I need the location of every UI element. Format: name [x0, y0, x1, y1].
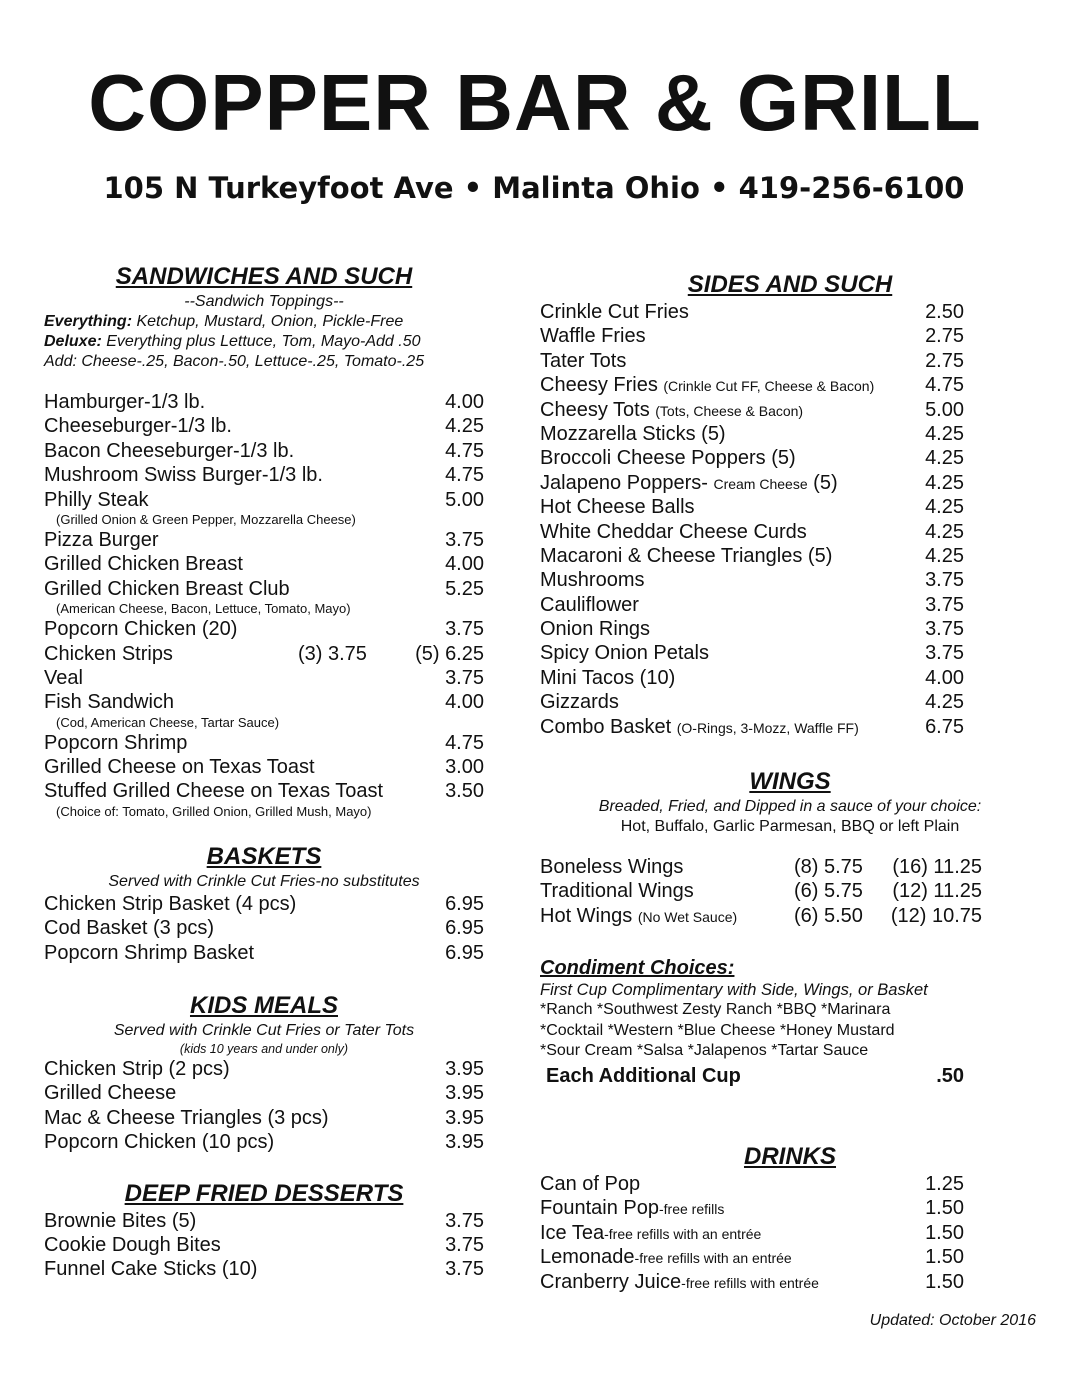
item-name-text: Broccoli Cheese Poppers (5) [540, 447, 796, 470]
menu-item-price: (16) 11.25 [892, 856, 982, 879]
menu-item-name [540, 520, 807, 544]
item-name-text: Grilled Cheese [44, 1082, 177, 1105]
item-name-text: Popcorn Chicken (10 pcs) [44, 1131, 275, 1154]
item-description: -free refills with an entrée [604, 1225, 762, 1242]
item-description: (Tots, Cheese & Bacon) [655, 402, 804, 419]
restaurant-address: 105 N Turkeyfoot Ave • Malinta Ohio • 419-256-6100 [103, 171, 965, 205]
menu-item-price: 4.25 [925, 471, 964, 494]
item-name-text: Grilled Chicken Breast Club [44, 577, 290, 600]
menu-item [44, 439, 484, 463]
item-name-text: Hamburger-1/3 lb. [44, 391, 206, 413]
menu-item [44, 1233, 484, 1257]
item-name-text: Mushroom Swiss Burger-1/3 lb. [44, 464, 323, 487]
menu-item [44, 552, 484, 576]
menu-item [540, 855, 982, 879]
menu-item [44, 892, 484, 916]
menu-item-name [44, 666, 83, 690]
menu-item-name [44, 731, 187, 755]
menu-item [44, 617, 484, 641]
menu-item-note: (Grilled Onion & Green Pepper, Mozzarella Cheese) [56, 511, 356, 527]
menu-item [540, 300, 964, 324]
menu-item-price: 3.75 [445, 528, 484, 551]
item-description: Cream Cheese [713, 475, 808, 492]
item-name-text: Pizza Burger [44, 528, 159, 551]
menu-item-price: 6.95 [445, 917, 484, 940]
item-name-text: Hot Cheese Balls [540, 496, 695, 519]
menu-item [540, 495, 964, 519]
menu-item-price: 3.75 [445, 618, 484, 641]
menu-item-price: 2.75 [925, 349, 964, 372]
menu-item [540, 520, 964, 544]
baskets-note: Served with Crinkle Cut Fries-no substitutes [108, 872, 420, 890]
wings-list [540, 855, 982, 928]
item-name-text: Traditional Wings [540, 880, 694, 903]
sides-list [540, 300, 964, 739]
menu-item-price: 5.25 [445, 577, 484, 600]
menu-item [540, 1245, 964, 1269]
menu-item-name [44, 1209, 196, 1233]
menu-item-name [44, 642, 173, 666]
deluxe-label: Deluxe: [44, 333, 102, 350]
item-name-text: Fish Sandwich [44, 691, 175, 714]
item-name-text: Mozzarella Sticks (5) [540, 422, 726, 445]
item-name-text: Bacon Cheeseburger-1/3 lb. [44, 439, 295, 462]
menu-item-price: (5) 6.25 [415, 642, 484, 665]
menu-item [44, 528, 484, 552]
item-name-text: Popcorn Shrimp Basket [44, 941, 255, 964]
wings-note-1: Breaded, Fried, and Dipped in a sauce of your choice: [598, 798, 982, 816]
menu-item [540, 641, 964, 665]
menu-item [540, 617, 964, 641]
menu-item [44, 666, 484, 690]
item-name-text: Grilled Chicken Breast [44, 553, 243, 576]
item-name-text: Chicken Strip (2 pcs) [44, 1058, 230, 1081]
menu-item [540, 544, 964, 568]
section-title-sides: SIDES AND SUCH [687, 271, 893, 298]
menu-item [44, 731, 484, 755]
item-name-text: Combo Basket [540, 715, 672, 738]
condiments-extra-row [540, 1064, 964, 1088]
menu-item-price: 4.00 [445, 391, 484, 413]
deluxe-text: Everything plus Lettuce, Tom, Mayo-Add .50 [101, 333, 421, 350]
toppings-everything [44, 312, 484, 332]
item-name-text: Veal [44, 666, 83, 689]
menu-item [44, 488, 484, 512]
item-name-text: Cheeseburger-1/3 lb. [44, 415, 232, 438]
sandwich-list [44, 390, 484, 820]
menu-item-price-small: (3) 3.75 [298, 642, 367, 665]
menu-item-price: 4.25 [925, 447, 964, 470]
menu-item-price: 4.00 [925, 666, 964, 689]
menu-item-name [540, 446, 796, 470]
item-description: (O-Rings, 3-Mozz, Waffle FF) [676, 719, 859, 736]
condiments-extra-label: Each Additional Cup [546, 1064, 741, 1087]
menu-item-price: (12) 11.25 [892, 880, 982, 903]
menu-item-name [44, 1233, 221, 1257]
item-name-text: Grilled Cheese on Texas Toast [44, 756, 315, 779]
item-name-suffix: (5) [807, 471, 838, 494]
menu-item-price: 6.95 [445, 941, 484, 964]
menu-item-price: 3.75 [925, 593, 964, 616]
menu-item-price: 1.50 [925, 1197, 964, 1220]
menu-item-price: 3.95 [445, 1082, 484, 1105]
menu-item [44, 1257, 484, 1281]
drinks-list [540, 1172, 964, 1294]
menu-item-note: (Choice of: Tomato, Grilled Onion, Grilled Mush, Mayo) [56, 803, 372, 819]
item-name-text: Tater Tots [540, 349, 627, 372]
item-name-text: Fountain Pop [540, 1197, 659, 1220]
item-name-text: Mac & Cheese Triangles (3 pcs) [44, 1106, 329, 1129]
menu-item-name [540, 398, 803, 423]
menu-item-price: 4.75 [445, 464, 484, 487]
menu-item-name [44, 414, 232, 438]
menu-item-name [44, 617, 237, 641]
menu-item [540, 349, 964, 373]
menu-item-price: 1.50 [925, 1270, 964, 1293]
item-name-text: Funnel Cake Sticks (10) [44, 1258, 258, 1281]
menu-item-price: 3.50 [445, 780, 484, 803]
menu-item-name [44, 1057, 230, 1081]
menu-item-price-small: (8) 5.75 [794, 856, 863, 879]
menu-item-price: 4.25 [925, 496, 964, 519]
item-name-text: Chicken Strips [44, 642, 173, 665]
menu-item [44, 390, 484, 414]
section-title-baskets: BASKETS [206, 842, 322, 870]
condiments-line-2: *Ranch *Southwest Zesty Ranch *BBQ *Marinara [540, 1001, 891, 1019]
item-name-text: Can of Pop [540, 1173, 641, 1196]
menu-item-name [44, 779, 383, 803]
menu-item-name [44, 577, 290, 601]
menu-item [540, 904, 982, 928]
item-name-text: Stuffed Grilled Cheese on Texas Toast [44, 780, 384, 803]
item-description: (No Wet Sauce) [637, 908, 738, 925]
item-description: (Crinkle Cut FF, Cheese & Bacon) [663, 378, 875, 395]
item-name-text: Macaroni & Cheese Triangles (5) [540, 544, 833, 567]
menu-item-price: 1.50 [925, 1221, 964, 1244]
menu-item-name [44, 1130, 274, 1154]
menu-item-name [540, 1172, 640, 1196]
menu-item-name [540, 373, 874, 398]
menu-item-price: 4.75 [445, 731, 484, 754]
menu-item [540, 1270, 964, 1294]
item-name-text: Ice Tea [540, 1221, 605, 1244]
wings-note-2: Hot, Buffalo, Garlic Parmesan, BBQ or left Plain [620, 818, 960, 836]
kids-list [44, 1057, 484, 1155]
item-name-text: Popcorn Shrimp [44, 731, 188, 754]
item-description: -free refills [658, 1201, 725, 1218]
menu-item [44, 779, 484, 803]
item-name-text: Philly Steak [44, 488, 149, 511]
item-name-text: White Cheddar Cheese Curds [540, 520, 807, 543]
menu-item-price: 5.00 [445, 488, 484, 511]
menu-item-name [540, 422, 726, 446]
condiments-line-4: *Sour Cream *Salsa *Jalapenos *Tartar Sauce [540, 1042, 869, 1060]
menu-item-price: 6.95 [445, 892, 484, 915]
menu-item-name [44, 390, 205, 414]
menu-item-price: 4.25 [925, 422, 964, 445]
menu-item-name [540, 568, 644, 592]
menu-item [44, 1106, 484, 1130]
menu-item-name [540, 495, 695, 519]
menu-item-name [540, 544, 832, 568]
menu-item [44, 916, 484, 940]
menu-item [540, 1221, 964, 1245]
menu-item-name [540, 715, 859, 740]
condiments-line-3: *Cocktail *Western *Blue Cheese *Honey Mustard [540, 1021, 895, 1039]
menu-item [44, 1209, 484, 1233]
updated-date: Updated: October 2016 [869, 1312, 1036, 1329]
basket-list [44, 892, 484, 965]
item-name-text: Mushrooms [540, 569, 645, 592]
menu-item [540, 471, 964, 495]
menu-item-name [540, 349, 626, 373]
dessert-list [44, 1209, 484, 1282]
condiments-title: Condiment Choices: [540, 957, 735, 980]
menu-item-name [540, 617, 650, 641]
section-title-drinks: DRINKS [743, 1143, 836, 1171]
menu-item-name [44, 552, 243, 576]
menu-item-price: 3.75 [445, 666, 484, 689]
toppings-deluxe [44, 332, 484, 352]
menu-item [540, 690, 964, 714]
menu-item-name [540, 1270, 819, 1295]
item-name-text: Hot Wings [540, 904, 633, 927]
menu-item [44, 642, 484, 666]
menu-item [540, 373, 964, 397]
menu-item-name [540, 324, 646, 348]
item-name-text: Spicy Onion Petals [540, 642, 709, 665]
toppings-add: Add: Cheese-.25, Bacon-.50, Lettuce-.25, Tomato-.25 [44, 353, 425, 370]
menu-item [44, 755, 484, 779]
item-name-text: Jalapeno Poppers- [540, 471, 708, 494]
item-name-text: Lemonade [540, 1246, 635, 1269]
menu-item-price: 3.95 [445, 1058, 484, 1081]
item-name-text: Crinkle Cut Fries [540, 301, 689, 323]
menu-item-name [44, 941, 254, 965]
menu-item-price: 4.75 [445, 439, 484, 462]
menu-item [44, 1057, 484, 1081]
item-name-text: Cranberry Juice [540, 1270, 682, 1293]
menu-item-name [540, 593, 639, 617]
menu-item-price: 3.75 [445, 1233, 484, 1256]
menu-item [44, 414, 484, 438]
menu-item-price: 1.50 [925, 1246, 964, 1269]
item-name-text: Cauliflower [540, 593, 639, 616]
menu-item-price: 3.00 [445, 756, 484, 779]
menu-item-price: 2.50 [925, 301, 964, 323]
menu-item-price: (12) 10.75 [890, 904, 982, 927]
menu-item-name [540, 855, 683, 879]
kids-note: Served with Crinkle Cut Fries or Tater Tots [113, 1022, 415, 1040]
menu-item-name [540, 1245, 792, 1270]
menu-item-price: 3.75 [445, 1258, 484, 1281]
menu-item-price: 3.75 [925, 642, 964, 665]
item-name-text: Waffle Fries [540, 325, 646, 348]
section-title-wings: WINGS [749, 768, 831, 796]
menu-item-price: 4.00 [445, 553, 484, 576]
menu-item [540, 1196, 964, 1220]
menu-item [540, 879, 982, 903]
menu-item-price: 4.25 [925, 691, 964, 714]
menu-item-name [540, 1196, 724, 1221]
condiments-extra-price: .50 [936, 1064, 964, 1087]
item-name-text: Brownie Bites (5) [44, 1209, 197, 1232]
menu-item-price: 1.25 [925, 1173, 964, 1196]
menu-item [540, 398, 964, 422]
menu-item-name [44, 916, 214, 940]
menu-item-name [44, 690, 174, 714]
menu-item-price-small: (6) 5.50 [794, 904, 863, 927]
menu-item [44, 1081, 484, 1105]
menu-item-price: 3.75 [925, 569, 964, 592]
item-name-text: Cheesy Fries [540, 374, 658, 397]
item-name-text: Chicken Strip Basket (4 pcs) [44, 892, 297, 915]
menu-item [44, 1130, 484, 1154]
menu-item-name [44, 755, 315, 779]
menu-item-note: (Cod, American Cheese, Tartar Sauce) [56, 714, 280, 730]
menu-item-name [540, 641, 709, 665]
menu-item-price: 3.75 [445, 1209, 484, 1232]
menu-item-price: 4.00 [445, 691, 484, 714]
menu-item-price: 3.95 [445, 1131, 484, 1154]
menu-item-name [44, 1081, 176, 1105]
menu-item-price: 5.00 [925, 398, 964, 421]
menu-item-name [44, 488, 149, 512]
menu-item [44, 690, 484, 714]
section-title-sandwiches: SANDWICHES AND SUCH [115, 263, 413, 290]
menu-item [44, 941, 484, 965]
menu-item-name [44, 463, 323, 487]
left-column [44, 262, 484, 1282]
right-column [540, 270, 1040, 1294]
menu-item-note: (American Cheese, Bacon, Lettuce, Tomato, Mayo) [56, 601, 351, 617]
menu-item-price-small: (6) 5.75 [794, 880, 863, 903]
section-title-kids: KIDS MEALS [189, 992, 338, 1020]
menu-item-name [44, 892, 296, 916]
menu-item-name [540, 690, 619, 714]
menu-item [540, 446, 964, 470]
menu-item [540, 324, 964, 348]
item-name-text: Onion Rings [540, 618, 651, 641]
menu-item-name [44, 528, 159, 552]
item-name-text: Cheesy Tots [540, 398, 650, 421]
restaurant-title: COPPER BAR & GRILL [88, 58, 982, 147]
item-name-text: Popcorn Chicken (20) [44, 618, 238, 641]
menu-item-price: 6.75 [925, 715, 964, 738]
menu-item [540, 666, 964, 690]
item-description: -free refills with an entrée [634, 1250, 792, 1267]
everything-label: Everything: [44, 313, 133, 330]
menu-item-price: 4.75 [925, 374, 964, 397]
menu-item-name [540, 471, 838, 496]
item-name-text: Cod Basket (3 pcs) [44, 917, 215, 940]
menu-item-price: 4.25 [445, 415, 484, 438]
menu-item-name [44, 1106, 329, 1130]
menu-item-name [44, 1257, 257, 1281]
menu-item [540, 715, 964, 739]
menu-item [44, 463, 484, 487]
menu-item-price: 2.75 [925, 325, 964, 348]
kids-age-note: (kids 10 years and under only) [179, 1042, 349, 1057]
item-description: -free refills with entrée [681, 1274, 819, 1291]
everything-text: Ketchup, Mustard, Onion, Pickle-Free [132, 313, 404, 330]
menu-item-name [540, 879, 694, 903]
menu-item-price: 4.25 [925, 520, 964, 543]
menu-item [540, 1172, 964, 1196]
section-title-desserts: DEEP FRIED DESSERTS [124, 1179, 404, 1207]
toppings-heading: --Sandwich Toppings-- [184, 293, 344, 310]
menu-item-name [44, 439, 294, 463]
menu-item [44, 577, 484, 601]
menu-item [540, 422, 964, 446]
menu-item-price: 4.25 [925, 544, 964, 567]
item-name-text: Boneless Wings [540, 856, 684, 879]
menu-item [540, 568, 964, 592]
menu-item-name [540, 300, 689, 324]
menu-item-price: 3.75 [925, 618, 964, 641]
menu-item-name [540, 1221, 761, 1246]
item-name-text: Cookie Dough Bites [44, 1233, 221, 1256]
condiments-line-1: First Cup Complimentary with Side, Wings, or Basket [540, 981, 928, 1000]
menu-item [540, 593, 964, 617]
item-name-text: Mini Tacos (10) [540, 666, 676, 689]
item-name-text: Gizzards [540, 691, 619, 714]
menu-item-name [540, 904, 737, 929]
menu-item-name [540, 666, 675, 690]
menu-item-price: 3.95 [445, 1106, 484, 1129]
